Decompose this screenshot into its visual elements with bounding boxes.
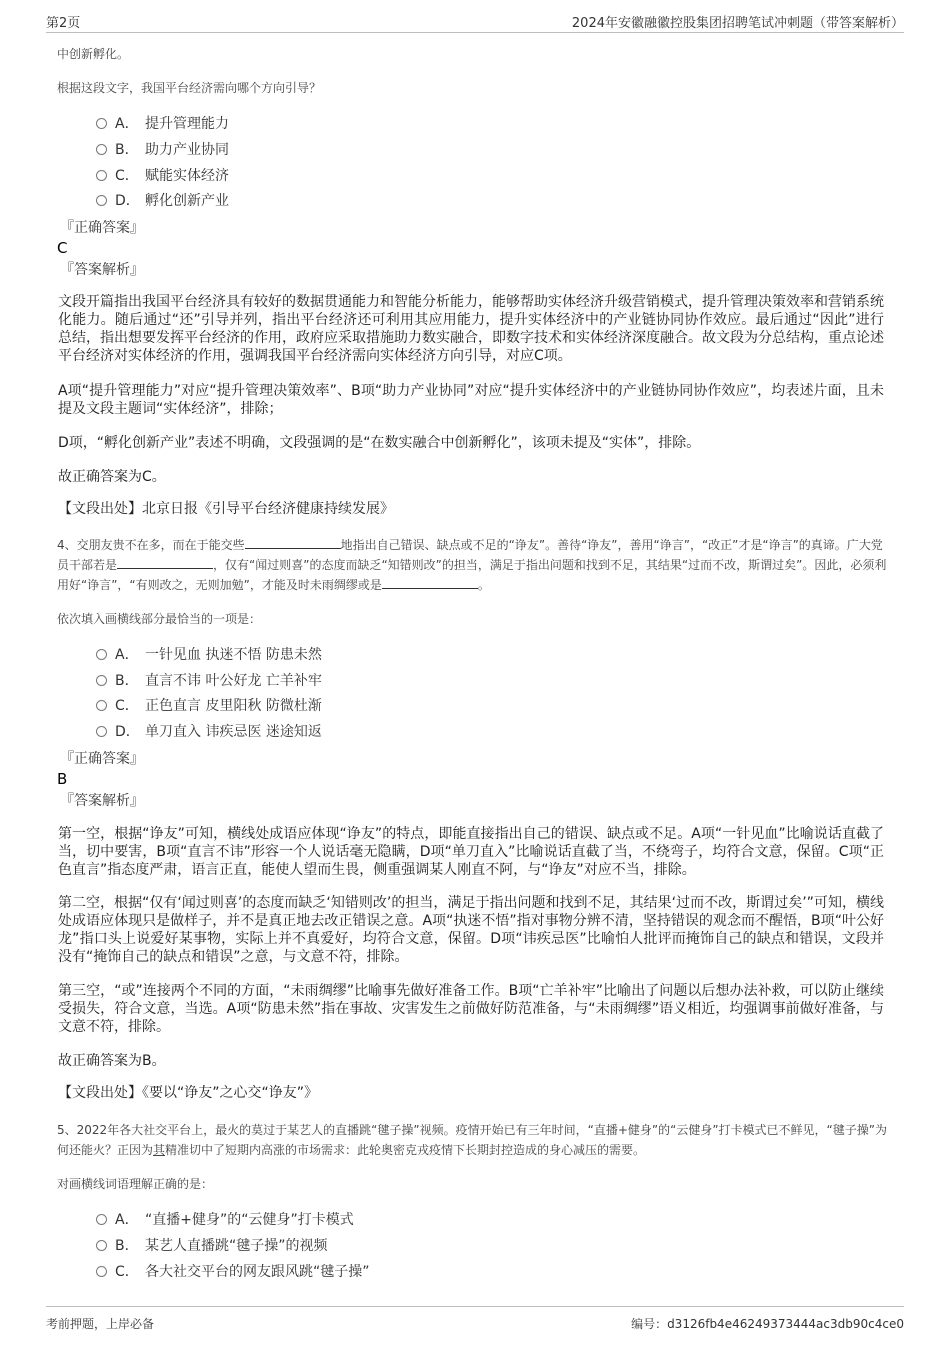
q5-prompt: 对画横线词语理解正确的是：	[57, 1177, 214, 1191]
q3-answer: C	[57, 239, 68, 257]
page-number: 第2页	[46, 16, 81, 31]
q3-option-d[interactable]: D． 孵化创新产业	[96, 191, 229, 211]
page-header	[46, 8, 904, 33]
radio-icon[interactable]	[96, 1240, 107, 1251]
q3-tail: 中创新孵化。	[57, 47, 130, 61]
blank-2	[117, 556, 213, 569]
q3-analysis-p3: D项，“孵化创新产业”表述不明确，文段强调的是“在数实融合中创新孵化”，该项未提及“实体”，排除。	[58, 435, 701, 451]
q5-stem: 5、2022年各大社交平台上，最火的莫过于某艺人的直播跳“毽子操”视频。疫情开始已有三年时间，“直播+健身”的“云健身”打卡模式已不鲜见，“毽子操”为何还能火？正因为其精准切中了短期内高涨的市场需求：此轮奥密克戎疫情下长期封控造成的身心减压的需要。	[57, 1123, 887, 1157]
radio-icon[interactable]	[96, 1214, 107, 1225]
radio-icon[interactable]	[96, 675, 107, 686]
q4-analysis-p3: 第三空，“或”连接两个不同的方面，“未雨绸缪”比喻事先做好准备工作。B项“亡羊补牢”比喻出了问题以后想办法补救，可以防止继续受损失，符合文意，当选。A项“防患未然”指在事故、灾害发生之前做好防范准备，与“未雨绸缪”语义相近，均强调事前做好准备，与文意不符，排除。	[58, 983, 884, 1035]
q4-option-d[interactable]: D． 单刀直入 讳疾忌医 迷途知返	[96, 722, 322, 742]
radio-icon[interactable]	[96, 195, 107, 206]
q4-stem: 4、交朋友贵不在多，而在于能交些 地指出自己错误、缺点或不足的“诤友”。善待“诤友”，善用“诤言”，“改正”才是“诤言”的真谛。广大党员干部若是 ，仅有“闻过则喜”的态度而缺乏“知错则改”的担当，满足于指出问题和找到不足，其结果“过而不改，斯谓过矣”。因此，必须利用好“诤言”，“有则改之，无则加勉”，才能及时未雨绸缪或是 。	[57, 538, 887, 592]
q4-answer: B	[57, 770, 68, 788]
q5-option-b[interactable]: B． 某艺人直播跳“毽子操”的视频	[96, 1236, 328, 1256]
q3-answer-label: 『正确答案』	[60, 220, 144, 236]
q3-source: 【文段出处】北京日报《引导平台经济健康持续发展》	[58, 501, 394, 517]
q4-analysis-p4: 故正确答案为B。	[58, 1053, 166, 1069]
radio-icon[interactable]	[96, 700, 107, 711]
q3-option-a[interactable]: A． 提升管理能力	[96, 114, 229, 134]
radio-icon[interactable]	[96, 1266, 107, 1277]
q3-analysis-p2: A项“提升管理能力”对应“提升管理决策效率”、B项“助力产业协同”对应“提升实体经济中的产业链协同协作效应”，均表述片面，且未提及文段主题词“实体经济”，排除；	[58, 383, 884, 417]
radio-icon[interactable]	[96, 649, 107, 660]
q3-option-b[interactable]: B． 助力产业协同	[96, 140, 229, 160]
document-title: 2024年安徽融徽控股集团招聘笔试冲刺题（带答案解析）	[571, 16, 904, 31]
q3-analysis-p1: 文段开篇指出我国平台经济具有较好的数据贯通能力和智能分析能力，能够帮助实体经济升级营销模式，提升管理决策效率和营销系统化能力。随后通过“还”引导并列，指出平台经济还可利用其应用能力，提升实体经济中的产业链协同协作效应。最后通过“因此”进行总结，指出想要发挥平台经济的作用，政府应采取措施助力数实融合，即数字技术和实体经济深度融合。故文段为分总结构，重点论述平台经济对实体经济的作用，强调我国平台经济需向实体经济方向引导，对应C项。	[58, 294, 884, 364]
blank-1	[245, 536, 341, 549]
q4-analysis-label: 『答案解析』	[60, 793, 144, 809]
document-code: 编号：d3126fb4e46249373444ac3db90c4ce0	[631, 1317, 904, 1331]
q5-option-c[interactable]: C． 各大社交平台的网友跟风跳“毽子操”	[96, 1262, 370, 1282]
q4-analysis-p1: 第一空，根据“诤友”可知，横线处成语应体现“诤友”的特点，即能直接指出自己的错误、缺点或不足。A项“一针见血”比喻说话直截了当，切中要害，B项“直言不讳”形容一个人说话毫无隐瞒，D项“单刀直入”比喻说话直截了当，不绕弯子，均符合文意，保留。C项“正色直言”指态度严肃，语言正直，能使人望而生畏，侧重强调某人刚直不阿，与“诤友”对应不当，排除。	[58, 826, 884, 878]
radio-icon[interactable]	[96, 170, 107, 181]
footer-slogan: 考前押题，上岸必备	[46, 1317, 155, 1331]
q4-option-a[interactable]: A． 一针见血 执迷不悟 防患未然	[96, 645, 322, 665]
q3-prompt: 根据这段文字，我国平台经济需向哪个方向引导？	[57, 81, 322, 95]
blank-3	[382, 576, 478, 589]
q4-option-c[interactable]: C． 正色直言 皮里阳秋 防微杜渐	[96, 696, 322, 716]
radio-icon[interactable]	[96, 726, 107, 737]
q4-option-b[interactable]: B． 直言不讳 叶公好龙 亡羊补牢	[96, 671, 322, 691]
radio-icon[interactable]	[96, 118, 107, 129]
q4-answer-label: 『正确答案』	[60, 751, 144, 767]
underlined-word: 其	[153, 1143, 166, 1157]
q3-option-c[interactable]: C． 赋能实体经济	[96, 166, 229, 186]
q4-source: 【文段出处】《要以“诤友”之心交“诤友”》	[58, 1085, 319, 1101]
q4-analysis-p2: 第二空，根据“仅有‘闻过则喜’的态度而缺乏‘知错则改’的担当，满足于指出问题和找到不足，其结果‘过而不改，斯谓过矣’”可知，横线处成语应体现只是做样子，并不是真正地去改正错误之意。A项“执迷不悟”指对事物分辨不清，坚持错误的观念而不醒悟，B项“叶公好龙”指口头上说爱好某事物，实际上并不真爱好，均符合文意，保留。D项“讳疾忌医”比喻怕人批评而掩饰自己的缺点和错误，文段并没有“掩饰自己的缺点和错误”之意，与文意不符，排除。	[58, 895, 884, 965]
page-footer	[46, 1306, 904, 1335]
q4-prompt: 依次填入画横线部分最恰当的一项是：	[57, 612, 262, 626]
radio-icon[interactable]	[96, 144, 107, 155]
q5-option-a[interactable]: A． “直播+健身”的“云健身”打卡模式	[96, 1210, 354, 1230]
q3-analysis-p4: 故正确答案为C。	[58, 469, 166, 485]
q3-analysis-label: 『答案解析』	[60, 262, 144, 278]
